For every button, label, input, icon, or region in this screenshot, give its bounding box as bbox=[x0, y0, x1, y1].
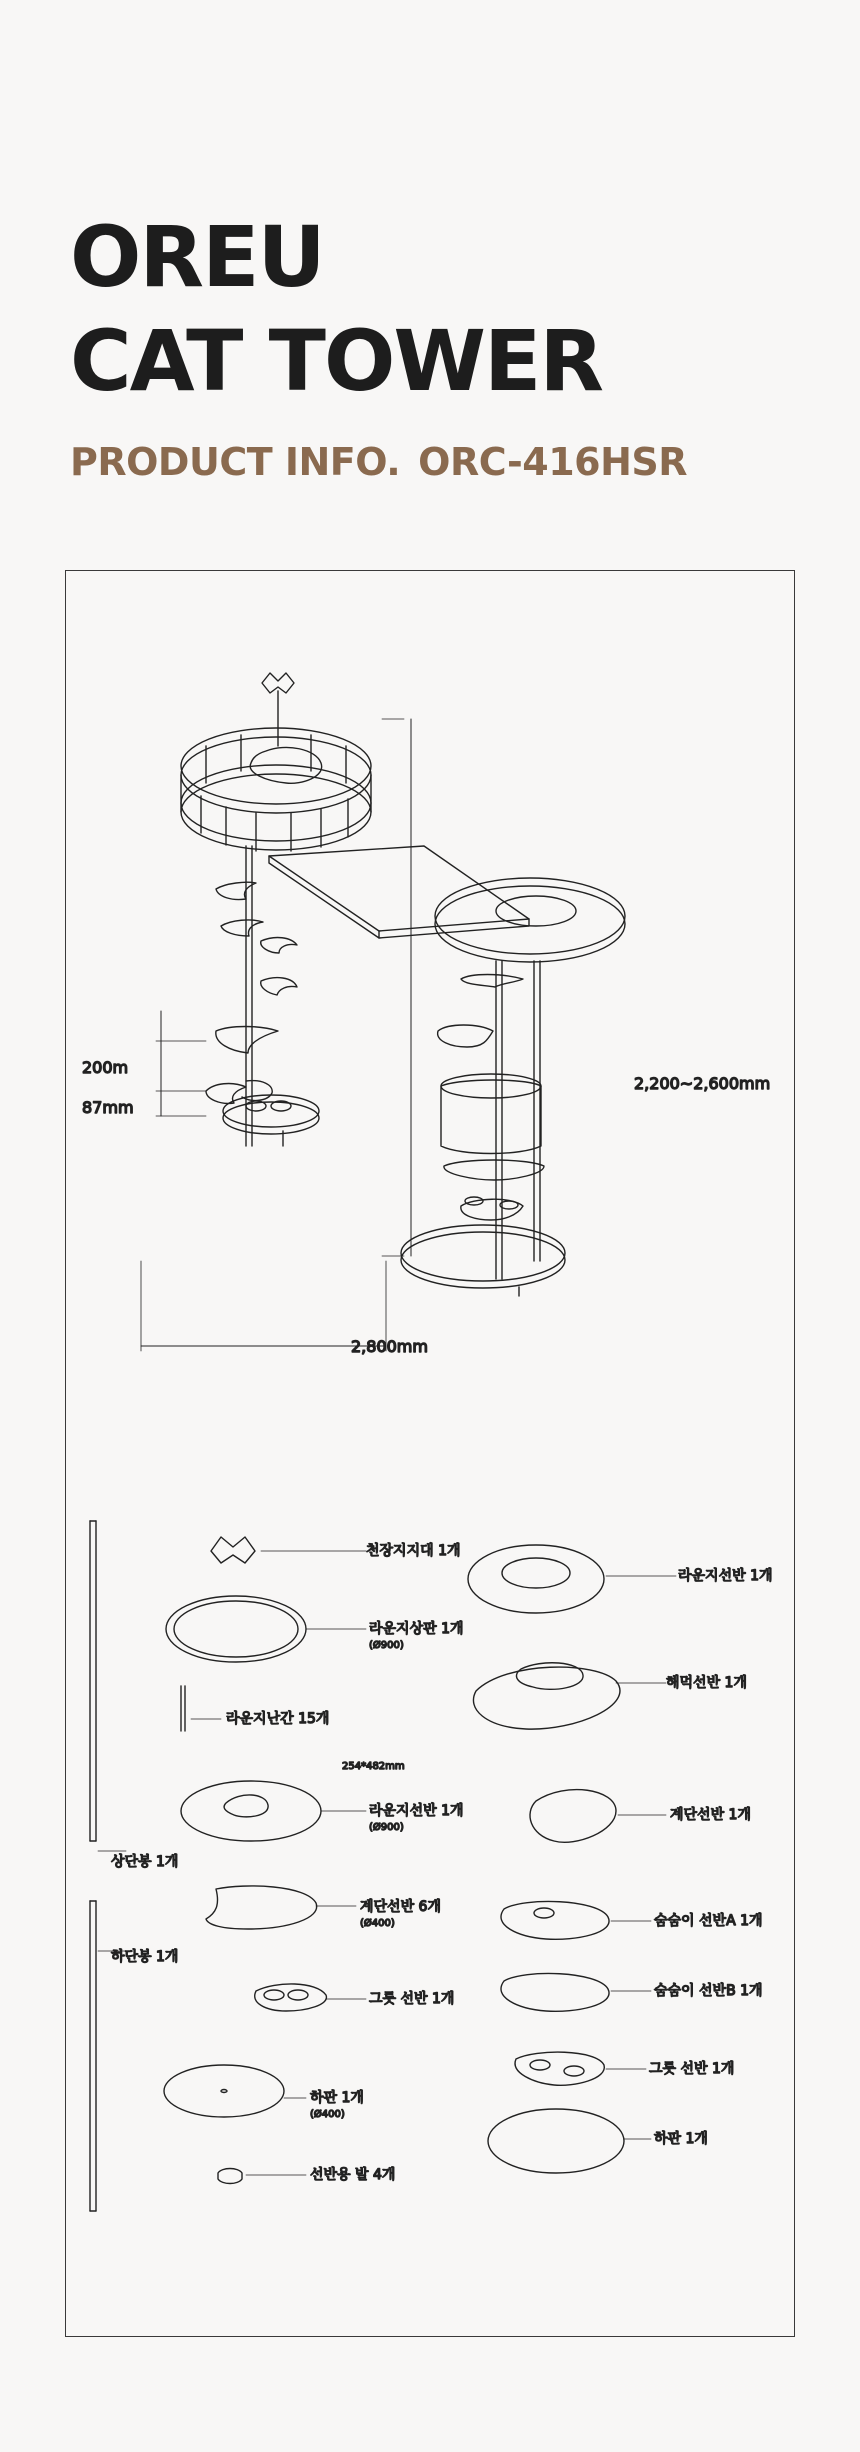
label-lounge-rail: 라운지난간 15개 bbox=[226, 1711, 330, 1727]
label-base-left: 하판 1개 bbox=[310, 2090, 364, 2106]
label-bowl-shelf-left: 그릇 선반 1개 bbox=[369, 1991, 455, 2007]
assembly-diagram bbox=[66, 571, 794, 2336]
dimension-width: 2,800mm bbox=[351, 1337, 428, 1356]
label-shelf-feet: 선반용 발 4개 bbox=[310, 2167, 396, 2183]
label-lounge-top: 라운지상판 1개 bbox=[369, 1621, 464, 1637]
label-hammock-shelf: 해먹선반 1개 bbox=[666, 1675, 747, 1691]
label-hide-shelf-b: 숨숨이 선반B 1개 bbox=[654, 1983, 763, 1999]
product-info-line bbox=[70, 440, 705, 484]
product-info-label: PRODUCT INFO. bbox=[70, 440, 401, 484]
label-base-right: 하판 1개 bbox=[654, 2131, 708, 2147]
label-lounge-shelf-right: 라운지선반 1개 bbox=[678, 1568, 773, 1584]
model-number: ORC-416HSR bbox=[418, 440, 688, 484]
dimension-gap-a: 200m bbox=[82, 1058, 129, 1077]
label-hide-shelf-a: 숨숨이 선반A 1개 bbox=[654, 1913, 763, 1929]
dimension-height: 2,200~2,600mm bbox=[634, 1074, 771, 1093]
label-lounge-top-size: (Ø900) bbox=[369, 1640, 404, 1651]
assembled-tower-illustration bbox=[141, 673, 625, 1351]
label-lower-pole: 하단봉 1개 bbox=[111, 1949, 179, 1965]
label-bowl-shelf-right: 그릇 선반 1개 bbox=[649, 2061, 735, 2077]
label-upper-pole: 상단봉 1개 bbox=[111, 1854, 179, 1870]
label-base-left-size: (Ø400) bbox=[310, 2109, 345, 2120]
label-ceiling-support: 천장지지대 1개 bbox=[366, 1543, 461, 1559]
label-lounge-shelf: 라운지선반 1개 bbox=[369, 1803, 464, 1819]
parts-right-column bbox=[468, 1545, 676, 2173]
label-step-shelf-6-size: (Ø400) bbox=[360, 1918, 395, 1929]
product-title bbox=[70, 205, 602, 413]
diagram-panel bbox=[65, 570, 795, 2337]
dimension-gap-b: 87mm bbox=[82, 1098, 134, 1117]
label-step-shelf-right: 계단선반 1개 bbox=[670, 1807, 751, 1823]
title-line-1: OREU bbox=[70, 208, 324, 306]
label-lounge-shelf-size: (Ø900) bbox=[369, 1822, 404, 1833]
label-lounge-shelf-size-note: 254*482mm bbox=[342, 1761, 405, 1772]
label-step-shelf-6: 계단선반 6개 bbox=[360, 1899, 441, 1915]
title-line-2: CAT TOWER bbox=[70, 312, 603, 410]
